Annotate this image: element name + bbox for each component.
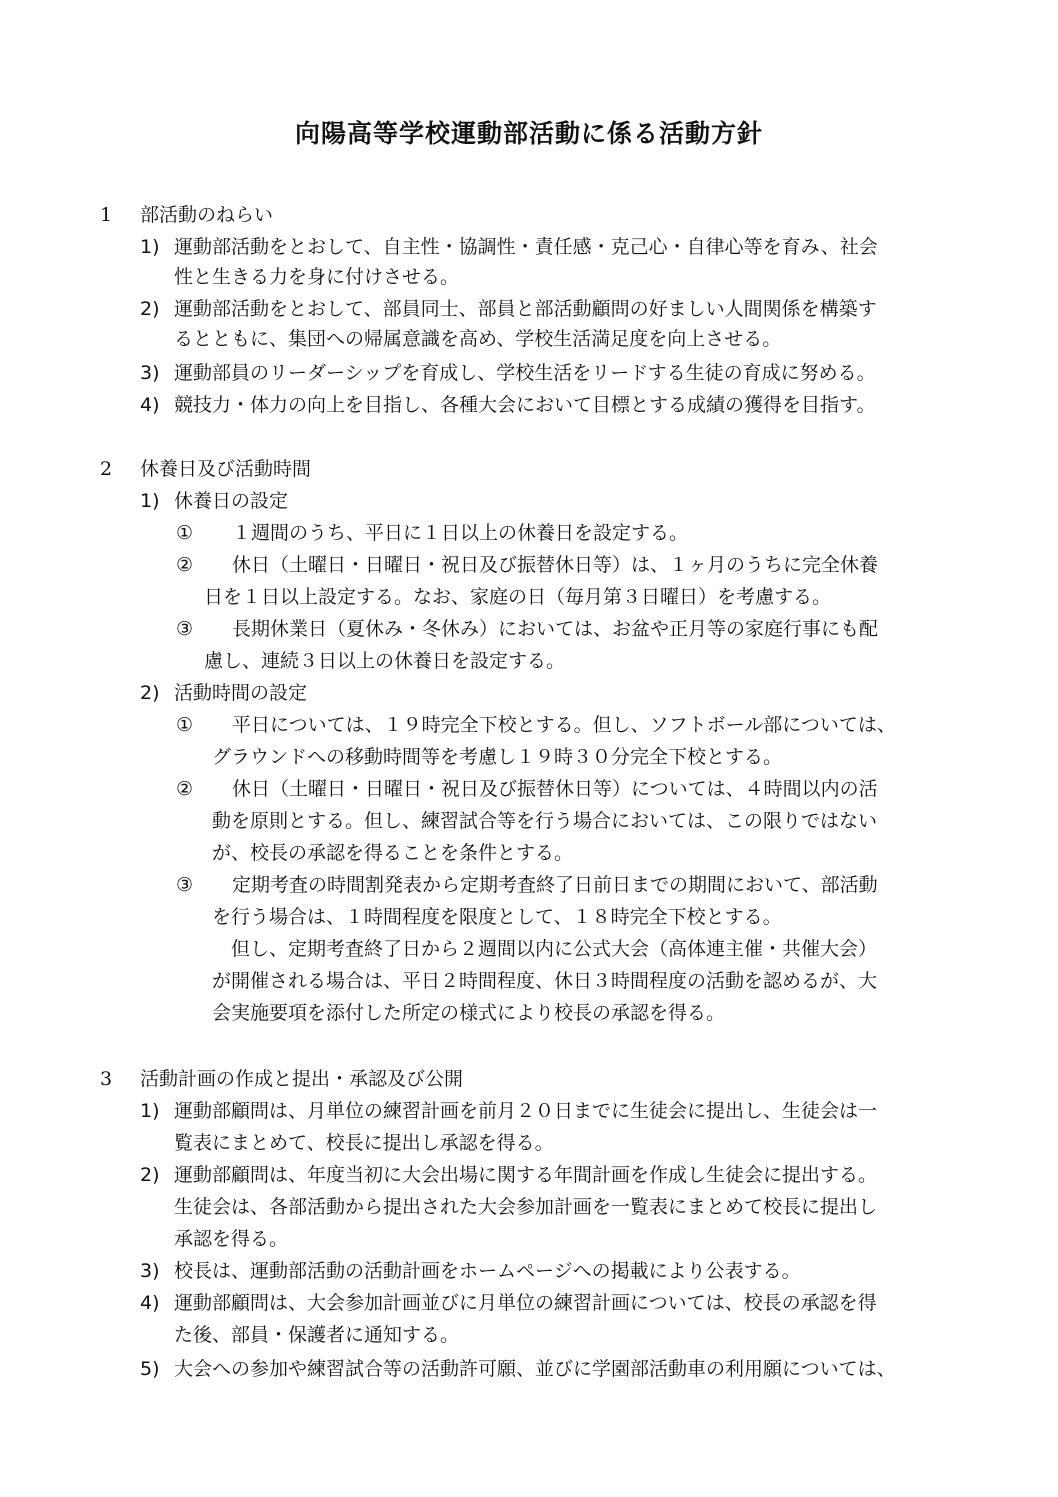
s3-item-1-line-2: 覧表にまとめて、校長に提出し承認を得る。 (174, 1132, 554, 1154)
s2-2-sub-3-mark: ③ (176, 874, 194, 896)
s3-item-1-number: 1) (140, 1100, 160, 1122)
s2-2-sub-1-line-1: 平日については、１９時完全下校とする。但し、ソフトボール部については、 (232, 714, 896, 736)
s2-2-sub-3-line-2: を行う場合は、１時間程度を限度として、１８時完全下校とする。 (212, 906, 782, 928)
s2-item-2-label: 活動時間の設定 (174, 682, 308, 704)
s1-item-4-number: 4) (140, 394, 160, 416)
s1-item-2-line-2: るとともに、集団への帰属意識を高め、学校生活満足度を向上させる。 (174, 328, 782, 350)
section-2-heading: 休養日及び活動時間 (140, 458, 312, 480)
document-title: 向陽高等学校運動部活動に係る活動方針 (294, 119, 763, 148)
s1-item-1-line-1: 運動部活動をとおして、自主性・協調性・責任感・克己心・自律心等を育み、社会 (174, 236, 878, 258)
s2-1-sub-2-line-2: 日を１日以上設定する。なお、家庭の日（毎月第３日曜日）を考慮する。 (204, 586, 832, 608)
s3-item-2-line-2: 生徒会は、各部活動から提出された大会参加計画を一覧表にまとめて校長に提出し (174, 1196, 878, 1218)
s1-item-1-number: 1) (140, 236, 160, 258)
s3-item-2-line-3: 承認を得る。 (174, 1228, 289, 1250)
section-3-heading: 活動計画の作成と提出・承認及び公開 (140, 1068, 464, 1090)
s3-item-2-number: 2) (140, 1164, 160, 1186)
s2-1-sub-3-line-1: 長期休業日（夏休み・冬休み）においては、お盆や正月等の家庭行事にも配 (232, 618, 879, 640)
s3-item-5-line-1: 大会への参加や練習試合等の活動許可願、並びに学園部活動車の利用願については、 (174, 1358, 896, 1380)
s2-1-sub-1-line-1: １週間のうち、平日に１日以上の休養日を設定する。 (232, 522, 689, 544)
s2-2-sub-2-mark: ② (176, 778, 194, 800)
s1-item-2-number: 2) (140, 298, 160, 320)
s2-2-sub-2-line-3: が、校長の承認を得ることを条件とする。 (212, 842, 574, 864)
s2-2-sub-3-line-5: 会実施要項を添付した所定の様式により校長の承認を得る。 (212, 1002, 726, 1024)
s2-item-2-number: 2) (140, 682, 160, 704)
section-2-number: 2 (100, 458, 113, 480)
section-1-heading: 部活動のねらい (140, 204, 274, 226)
s2-2-sub-2-line-2: 動を原則とする。但し、練習試合等を行う場合においては、この限りではない (212, 810, 878, 832)
section-1-number: 1 (100, 204, 113, 226)
s2-item-1-label: 休養日の設定 (174, 490, 289, 512)
s2-1-sub-2-line-1: 休日（土曜日・日曜日・祝日及び振替休日等）は、１ヶ月のうちに完全休養 (232, 554, 879, 576)
s2-1-sub-2-mark: ② (176, 554, 194, 576)
s2-1-sub-3-line-2: 慮し、連続３日以上の休養日を設定する。 (204, 650, 566, 672)
s3-item-1-line-1: 運動部顧問は、月単位の練習計画を前月２０日までに生徒会に提出し、生徒会は一 (174, 1100, 878, 1122)
s2-2-sub-2-line-1: 休日（土曜日・日曜日・祝日及び振替休日等）については、４時間以内の活 (232, 778, 878, 800)
s1-item-4-line-1: 競技力・体力の向上を目指し、各種大会において目標とする成績の獲得を目指す。 (174, 394, 876, 416)
s2-2-sub-3-line-3: 但し、定期考査終了日から２週間以内に公式大会（高体連主催・共催大会） (212, 938, 878, 960)
s3-item-4-line-2: た後、部員・保護者に通知する。 (174, 1324, 460, 1346)
s3-item-3-line-1: 校長は、運動部活動の活動計画をホームページへの掲載により公表する。 (174, 1260, 801, 1282)
section-3-number: 3 (100, 1068, 113, 1090)
s2-2-sub-1-line-2: グラウンドへの移動時間等を考慮し１９時３０分完全下校とする。 (212, 746, 783, 768)
s3-item-4-line-1: 運動部顧問は、大会参加計画並びに月単位の練習計画については、校長の承認を得 (174, 1292, 877, 1314)
s2-2-sub-1-mark: ① (176, 714, 194, 736)
s2-1-sub-3-mark: ③ (176, 618, 194, 640)
s1-item-3-line-1: 運動部員のリーダーシップを育成し、学校生活をリードする生徒の育成に努める。 (174, 362, 876, 384)
s1-item-1-line-2: 性と生きる力を身に付けさせる。 (174, 266, 460, 288)
s3-item-5-number: 5) (140, 1358, 160, 1380)
s1-item-3-number: 3) (140, 362, 160, 384)
s3-item-3-number: 3) (140, 1260, 160, 1282)
s2-item-1-number: 1) (140, 490, 160, 512)
s2-2-sub-3-line-1: 定期考査の時間割発表から定期考査終了日前日までの期間において、部活動 (232, 874, 878, 896)
s1-item-2-line-1: 運動部活動をとおして、部員同士、部員と部活動顧問の好ましい人間関係を構築す (174, 298, 877, 320)
s2-2-sub-3-line-4: が開催される場合は、平日２時間程度、休日３時間程度の活動を認めるが、大 (212, 970, 878, 992)
s3-item-2-line-1: 運動部顧問は、年度当初に大会出場に関する年間計画を作成し生徒会に提出する。 (174, 1164, 878, 1186)
s2-1-sub-1-mark: ① (176, 522, 194, 544)
s3-item-4-number: 4) (140, 1292, 160, 1314)
